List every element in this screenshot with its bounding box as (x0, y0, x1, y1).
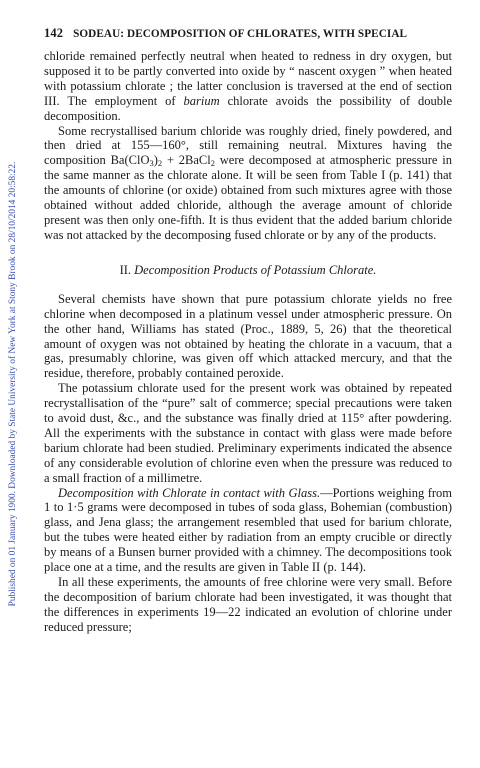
section-heading (44, 263, 452, 278)
running-title: SODEAU: DECOMPOSITION OF CHLORATES, WITH SPECIAL (73, 28, 408, 40)
formula-subscript: 2 (157, 158, 163, 169)
section-title: Decomposition Products of Potassium Chlorate. (134, 262, 377, 277)
paragraph-2-text-b: ) (153, 153, 158, 168)
paragraph-4: The potassium chlorate used for the present work was obtained by repeated recrystallisation of the “pure” salt of commerce; special precautions were taken to avoid dust, &c., and the substance was finally dried at 115° after powdering. All the experiments with the substance in contact with glass were made before barium chlorate had been studied. Preliminary experiments indicated the absence of any considerable evolution of chlorine even when the pressure was reduced to a small fraction of a millimetre. (44, 381, 452, 485)
paragraph-5-text: —Portions weighing from 1 to 1·5 grams were decomposed in tubes of soda glass, Bohemian (combustion) glass, and Jena glass; the arrangement resembled that used for barium chlorate, but the tubes were heated either by radiation from an empty crucible or directly by means of a Bunsen burner provided with a chimney. The decompositions took place one at a time, and the results are given in Table II (p. 144). (44, 485, 452, 575)
formula-subscript: 3 (149, 158, 154, 169)
paragraph-5-run-in-title: Decomposition with Chlorate in contact with Glass. (58, 485, 321, 500)
paragraph-2-text-a: Some recrystallised barium chloride was roughly dried, finely powdered, and then dried at 155—160°, still remaining neutral. Mixtures having the composition Ba(ClO (44, 123, 452, 168)
paragraph-3: Several chemists have shown that pure potassium chlorate yields no free chlorine when decomposed in a platinum vessel under atmospheric pressure. On the other hand, Williams has stated (Proc., 1889, 5, 26) that the theoretical amount of oxygen was not obtained by heating the chlorate in a vacuum, that a gas, presumably chlorine, was given off which attacked mercury, and that the residue, therefore, probably contained peroxide. (44, 291, 452, 381)
section-numeral: II. (119, 262, 132, 277)
journal-page (44, 26, 452, 635)
paragraph-1-text-b: chlorate avoids the possibility of double decomposition. (44, 93, 452, 123)
paragraph-1 (44, 49, 452, 124)
download-watermark (0, 0, 26, 768)
paragraph-2-text-c: + 2BaCl (162, 153, 211, 168)
paragraph-6: In all these experiments, the amounts of free chlorine were very small. Before the decomposition of barium chlorate had been investigated, it was thought that the differences in experiments 19—22 indicated an evolution of chlorine under reduced pressure; (44, 575, 452, 634)
formula-subscript: 2 (210, 158, 215, 169)
paragraph-5 (44, 486, 452, 575)
paragraph-2 (44, 124, 452, 243)
paragraph-2-text-d: were decomposed at atmospheric pressure in the same manner as the chlorate alone. It will be seen from Table I (p. 141) that the amounts of chlorine (or oxide) obtained from such mixtures agree with those obtained without added chloride, although the average amount of chloride present was then only one-fifth. It is thus evident that the added barium chloride was not attacked by the decomposing fused chlorate or by any of the products. (44, 153, 452, 242)
running-head (44, 26, 452, 41)
paragraph-1-text-a: chloride remained perfectly neutral when heated to redness in dry oxygen, but supposed it to be partly converted into oxide by “ nascent oxygen ” when heated with potassium chlorate ; the latter conclusion is traversed at the end of section III. The employment of (44, 49, 452, 108)
download-watermark-text: Published on 01 January 1900. Downloaded by State University of New York at Stony Brook on 28/10/2014 20:58:22. (8, 161, 18, 607)
paragraph-1-emphasis: barium (183, 93, 220, 108)
page-number: 142 (44, 26, 64, 40)
